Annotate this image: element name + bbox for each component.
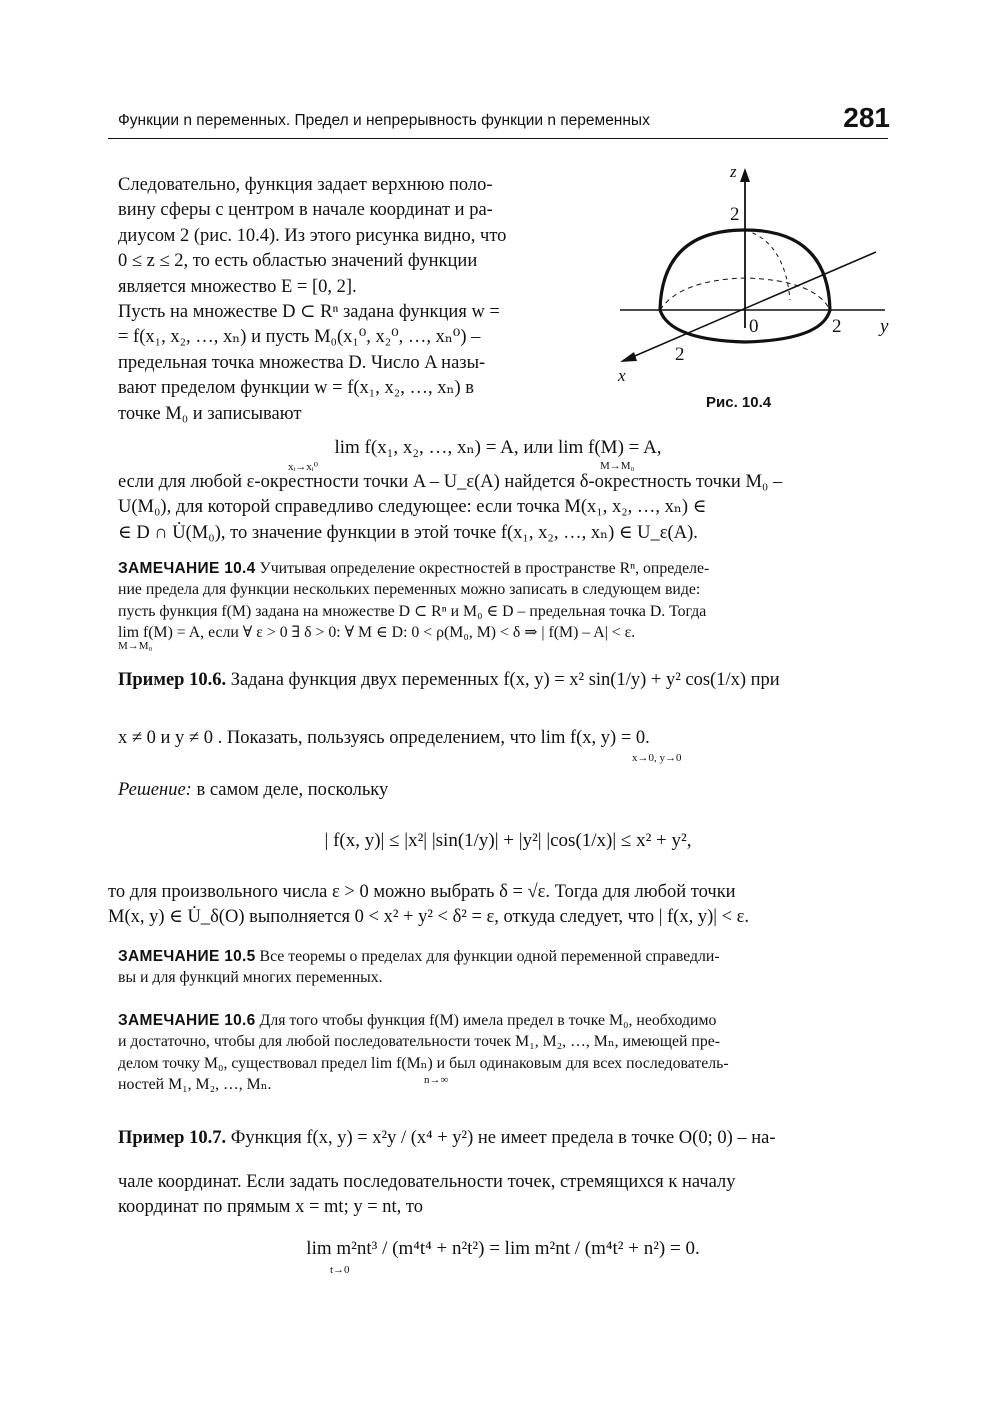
y-tick-label: 2 [832,316,842,337]
example-10-7-cont [118,1170,898,1221]
z-axis-label: z [730,162,737,181]
limit-formula-text: lim f(x₁, x₂, …, xₙ) = A, или lim f(M) = A, [334,437,662,458]
x-axis-label: x [618,366,626,385]
y-axis-label: y [880,316,889,337]
text-line: и достаточно, чтобы для любой последовательности точек M₁, M₂, …, Mₙ, имеющей пре- [118,1033,721,1051]
text-line: Следовательно, функция задает верхнюю поло- [118,175,493,195]
text-line: Для того чтобы функция f(M) имела предел в точке M₀, необходимо [259,1012,717,1029]
text-line: x ≠ 0 и y ≠ 0 . Показать, пользуясь определением, что lim f(x, y) = 0. [118,728,650,748]
text-line: Пусть на множестве D ⊂ Rⁿ задана функция w = [118,302,500,322]
inequality-formula [108,830,908,852]
remark-label: ЗАМЕЧАНИЕ 10.6 [118,1012,256,1029]
limit-sub-m: M→M₀ [600,460,635,472]
text-line: Задана функция двух переменных f(x, y) = x² sin(1/y) + y² cos(1/x) при [230,670,780,690]
text-line: ностей M₁, M₂, …, Mₙ. [118,1075,272,1093]
example-10-7 [118,1126,898,1151]
figure-caption: Рис. 10.4 [706,394,772,411]
solution-text [108,880,898,931]
remark-label: ЗАМЕЧАНИЕ 10.5 [118,948,256,965]
example-10-6-cont [118,726,898,751]
limit-sub-t: t→0 [330,1264,350,1276]
text-line: предельная точка множества D. Число A назы- [118,352,486,373]
text-line: в самом деле, поскольку [196,780,389,800]
chapter-title: Функции n переменных. Предел и непрерывность функции n переменных [118,112,650,129]
remark-10-6 [118,1010,898,1095]
text-line: вину сферы с центром в начале координат и ра- [118,200,493,221]
z-tick-label: 2 [730,204,740,225]
text-line: является множество E = [0, 2]. [118,276,357,297]
remark-sub: M→M₀ [118,640,153,652]
running-header [108,102,890,139]
figure-10-4 [600,160,900,410]
text-line: вают пределом функции w = f(x₁, x₂, …, xₙ) в [118,378,474,399]
final-formula-text: lim m²nt³ / (m⁴t⁴ + n²t²) = lim m²nt / (m⁴t² + n²) = 0. [306,1238,700,1259]
remark-10-4 [118,558,898,643]
text-line: то для произвольного числа ε > 0 можно выбрать δ = √ε. Тогда для любой точки [108,882,736,902]
intro-paragraph [118,173,580,300]
text-line: диусом 2 (рис. 10.4). Из этого рисунка видно, что [118,225,507,246]
origin-label: 0 [749,316,759,337]
definition-continuation [118,470,898,546]
limit-sub-xy: x→0, y→0 [632,752,682,764]
page-number: 281 [843,102,890,133]
text-line: Функция f(x, y) = x²y / (x⁴ + y²) не имеет предела в точке O(0; 0) – на- [230,1128,776,1148]
hemisphere-diagram [600,160,900,410]
text-line: = f(x₁, x₂, …, xₙ) и пусть M₀(x₁⁰, x₂⁰, …, xₙ⁰) – [118,327,481,348]
example-label: Пример 10.7. [118,1128,227,1148]
remark-label: ЗАМЕЧАНИЕ 10.4 [118,560,256,577]
text-line: вы и для функций многих переменных. [118,969,383,987]
definition-paragraph [118,300,580,427]
text-line: делом точку M₀, существовал предел lim f(Mₙ) и был одинаковым для всех последователь- [118,1054,729,1072]
text-line: пусть функция f(M) задана на множестве D ⊂ Rⁿ и M₀ ∈ D – предельная точка D. Тогда [118,602,707,620]
text-line: 0 ≤ z ≤ 2, то есть областью значений функции [118,251,478,272]
text-line: ∈ D ∩ U̇(M₀), то значение функции в этой точке f(x₁, x₂, …, xₙ) ∈ U_ε(A). [118,522,698,543]
solution-intro [118,778,898,803]
text-line: M(x, y) ∈ U̇_δ(O) выполняется 0 < x² + y² < δ² = ε, откуда следует, что | f(x, y)| < ε. [108,907,750,928]
solution-label: Решение: [118,780,192,800]
text-line: точке M₀ и записывают [118,403,302,424]
text-line: координат по прямым x = mt; y = nt, то [118,1197,424,1218]
remark-10-5 [118,946,898,989]
inequality-text: | f(x, y)| ≤ |x²| |sin(1/y)| + |y²| |cos(1/x)| ≤ x² + y², [324,830,692,851]
limit-formula [108,436,888,459]
text-line: чале координат. Если задать последовательности точек, стремящихся к началу [118,1172,736,1192]
remark-sub: n→∞ [424,1074,449,1086]
text-line: Все теоремы о пределах для функции одной переменной справедли- [259,948,720,965]
text-line: U(M₀), для которой справедливо следующее: если точка M(x₁, x₂, …, xₙ) ∈ [118,497,707,518]
example-10-6 [118,668,898,693]
text-line: Учитывая определение окрестностей в пространстве Rⁿ, определе- [259,560,710,577]
final-formula [108,1238,898,1260]
limit-sub-xi: xᵢ→xᵢ⁰ [288,461,319,473]
text-line: если для любой ε-окрестности точки A – U_ε(A) найдется δ-окрестность точки M₀ – [118,472,783,492]
text-line: ние предела для функции нескольких переменных можно записать в следующем виде: [118,581,701,599]
example-label: Пример 10.6. [118,670,227,690]
text-line: lim f(M) = A, если ∀ ε > 0 ∃ δ > 0: ∀ M ∈ D: 0 < ρ(M₀, M) < δ ⇒ | f(M) – A| < ε. [118,623,636,641]
x-tick-label: 2 [675,344,685,365]
